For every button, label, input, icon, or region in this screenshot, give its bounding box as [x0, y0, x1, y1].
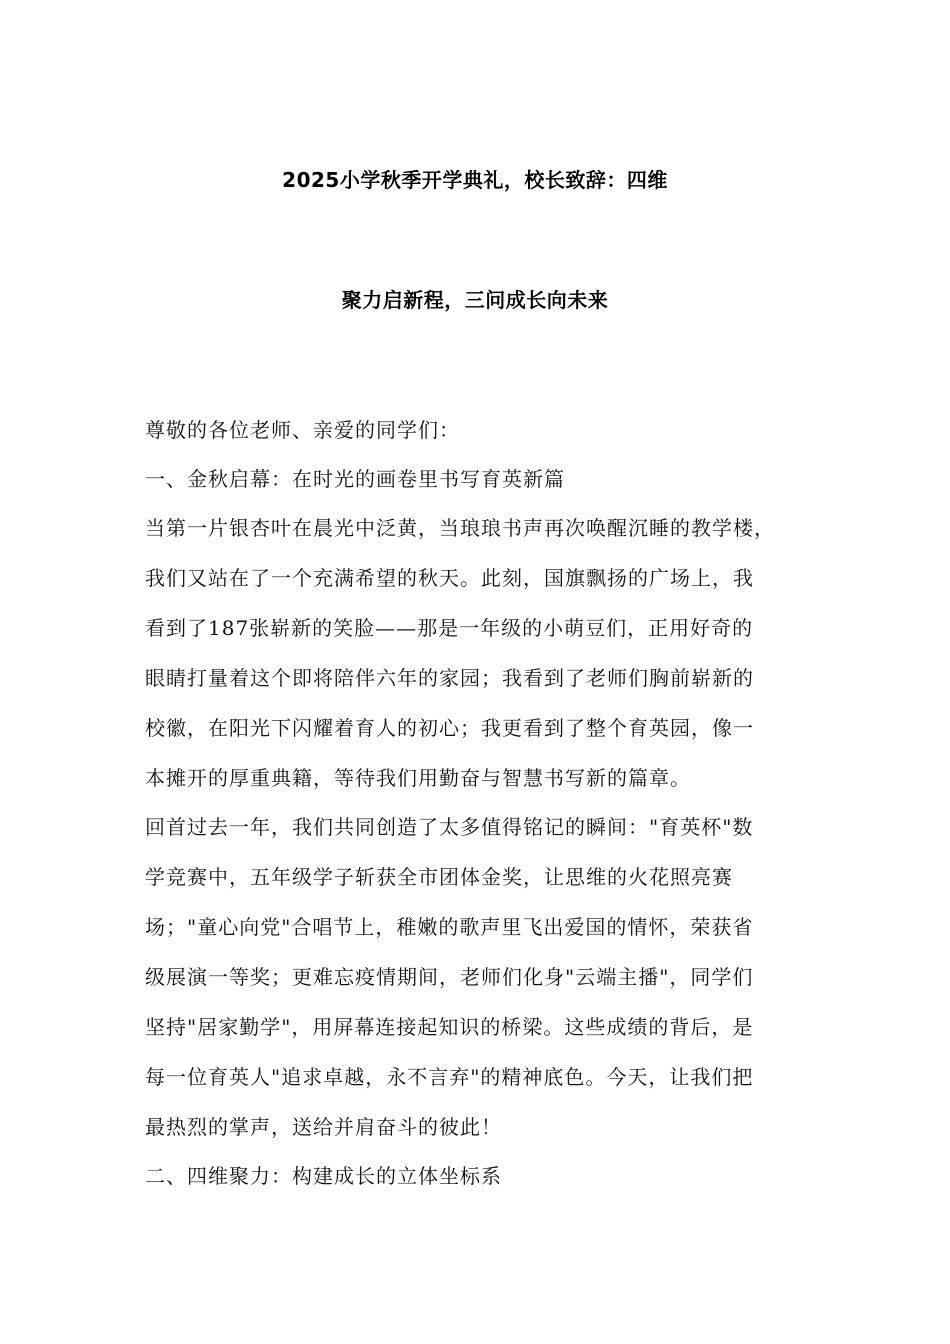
paragraph-line: 回首过去一年，我们共同创造了太多值得铭记的瞬间："育英杯"数	[145, 815, 754, 839]
document-title-line-1: 2025小学秋季开学典礼，校长致辞：四维	[282, 168, 668, 192]
paragraph-line: 级展演一等奖；更难忘疫情期间，老师们化身"云端主播"，同学们	[145, 965, 754, 989]
paragraph-line: 看到了187张崭新的笑脸——那是一年级的小萌豆们，正用好奇的	[145, 616, 754, 640]
section-heading: 二、四维聚力：构建成长的立体坐标系	[145, 1164, 502, 1188]
section-heading: 一、金秋启幕：在时光的画卷里书写育英新篇	[145, 467, 565, 491]
paragraph-line: 每一位育英人"追求卓越，永不言弃"的精神底色。今天，让我们把	[145, 1065, 754, 1089]
paragraph-line: 场；"童心向党"合唱节上，稚嫩的歌声里飞出爱国的情怀，荣获省	[145, 915, 754, 939]
paragraph-line: 本摊开的厚重典籍，等待我们用勤奋与智慧书写新的篇章。	[145, 766, 691, 790]
paragraph-line: 学竞赛中，五年级学子斩获全市团体金奖，让思维的火花照亮赛	[145, 865, 733, 889]
paragraph-line: 校徽，在阳光下闪耀着育人的初心；我更看到了整个育英园，像一	[145, 716, 754, 740]
paragraph-line: 最热烈的掌声，送给并肩奋斗的彼此！	[145, 1115, 502, 1139]
document-title-line-2: 聚力启新程，三问成长向未来	[341, 288, 609, 312]
paragraph-line: 我们又站在了一个充满希望的秋天。此刻，国旗飘扬的广场上，我	[145, 566, 754, 590]
greeting: 尊敬的各位老师、亲爱的同学们：	[145, 418, 460, 442]
paragraph-line: 眼睛打量着这个即将陪伴六年的家园；我看到了老师们胸前崭新的	[145, 666, 754, 690]
paragraph-line: 坚持"居家勤学"，用屏幕连接起知识的桥梁。这些成绩的背后，是	[145, 1015, 754, 1039]
paragraph-line: 当第一片银杏叶在晨光中泛黄，当琅琅书声再次唤醒沉睡的教学楼，	[145, 516, 775, 540]
